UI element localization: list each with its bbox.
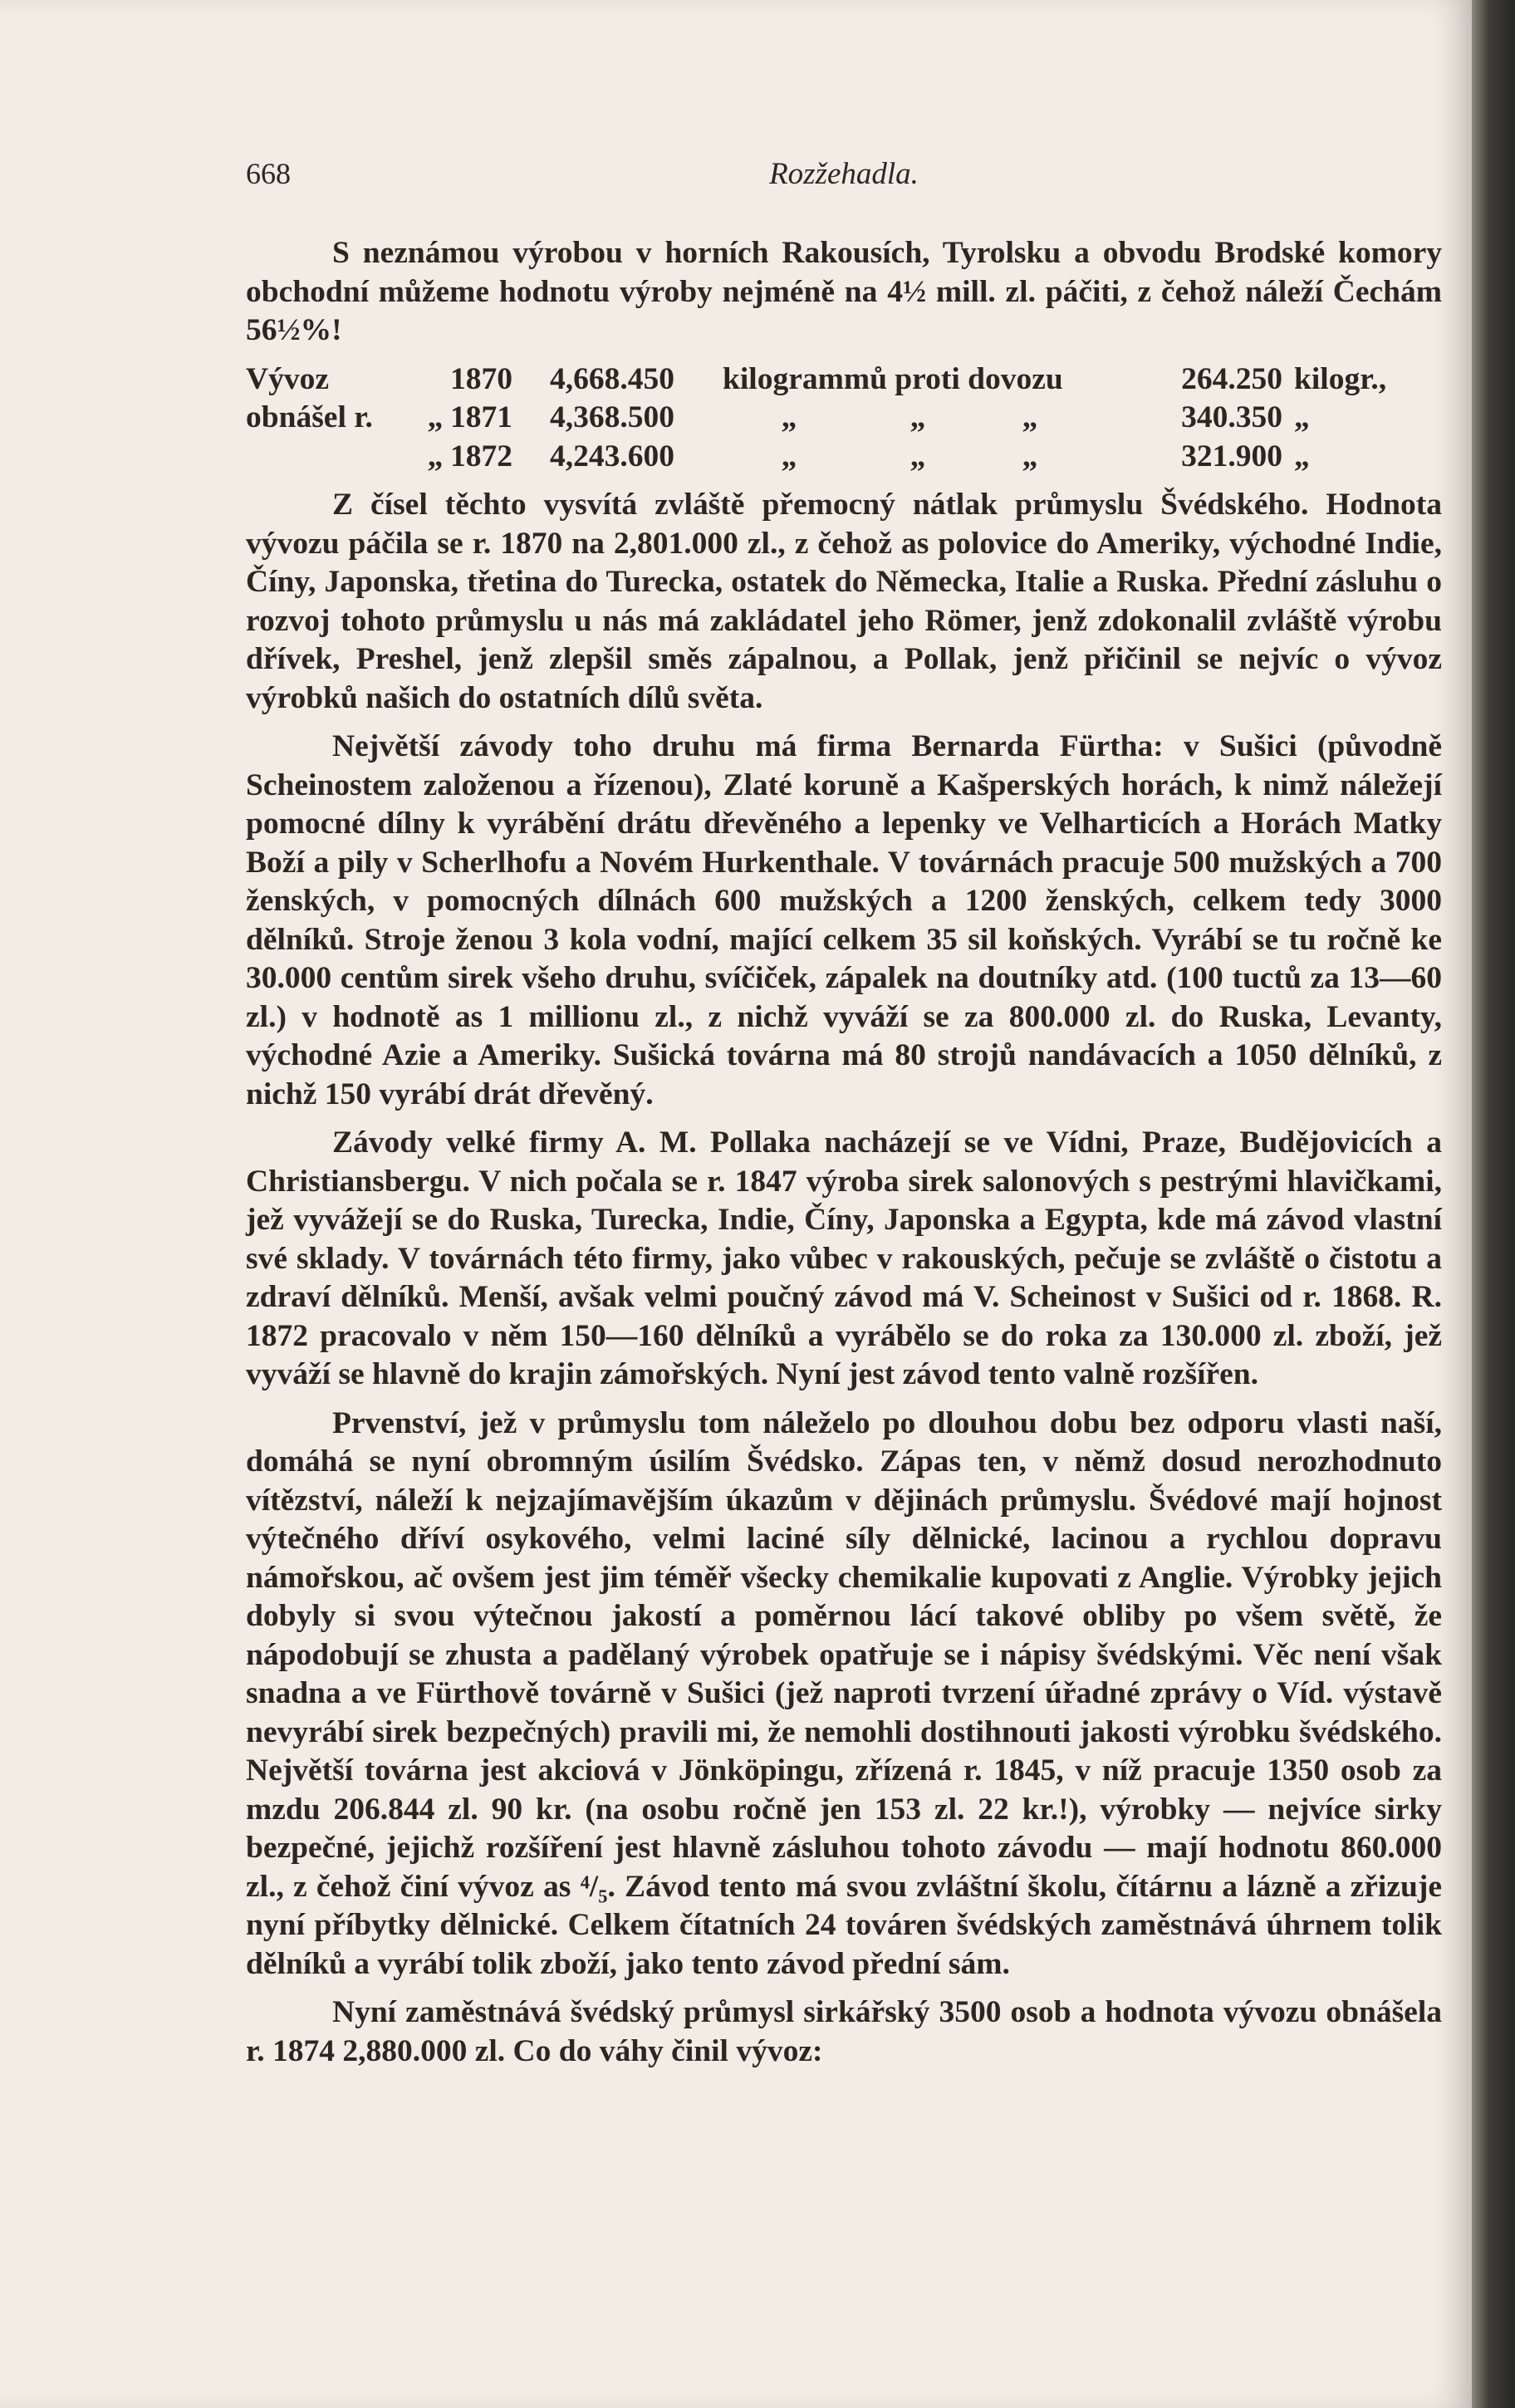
paragraph-4: Závody velké firmy A. M. Pollaka nacházejí se ve Vídni, Praze, Budějovicích a Christiansbergu. V nich počala se r. 1847 výroba sirek salonových s pestrými hlavičkami, jež vyvážejí se do Ruska, Turecka, Indie, Číny, Japonska a Egypta, kde má závod vlastní své sklady. V továrnách této firmy, jako vůbec v rakouských, pečuje se zvláště o čistotu a zdraví dělníků. Menší, avšak velmi poučný závod má V. Scheinost v Sušici od r. 1868. R. 1872 pracovalo v něm 150—160 dělníků a vyrábělo se do roka za 130.000 zl. zboží, jež vyváží se hlavně do krajin zámořských. Nyní jest závod tento valně rozšířen. (246, 1126, 1442, 1391)
year-cell: 1871 (450, 400, 512, 434)
phrase-cell: kilogrammů proti dovozu (723, 361, 1063, 396)
ditto-mark: „ (1022, 439, 1038, 473)
ditto-mark: „ (1022, 400, 1038, 434)
export-cell: 4,243.600 (550, 439, 674, 473)
paragraph-3: Největší závody toho druhu má firma Bernarda Fürtha: v Sušici (původně Scheinostem založenou a řízenou), Zlaté koruně a Kašperských horách, k nimž náležejí pomocné dílny k vyrábění drátu dřevěného a lepenky ve Velharticích a Horách Matky Boží a pily v Scherlhofu a Novém Hurkenthale. V továrnách pracuje 500 mužských a 700 ženských, v pomocných dílnách 600 mužských a 1200 ženských, celkem tedy 3000 dělníků. Stroje ženou 3 kola vodní, mající celkem 35 sil koňských. Vyrábí se tu ročně ke 30.000 centům sirek všeho druhu, svíčiček, zápalek na doutníky atd. (100 tuctů za 13—60 zl.) v hodnotě as 1 millionu zl., z nichž vyváží se za 800.000 zl. do Ruska, Levanty, východné Azie a Ameriky. Sušická továrna má 80 strojů nandávacích a 1050 dělníků, z nichž 150 vyrábí drát dřevěný. (246, 729, 1442, 1111)
paragraph-1: S neznámou výrobou v horních Rakousích, Tyrolsku a obvodu Brodské komory obchodní můžeme hodnotu výroby nejméně na 4½ mill. zl. páčiti, z čehož náleží Čechám 56½%! (246, 236, 1442, 347)
import-cell: 321.900 (1181, 439, 1282, 473)
ditto-mark: „ (781, 400, 797, 434)
ditto-mark: „ (909, 400, 926, 434)
year-cell: 1870 (450, 361, 512, 396)
export-cell: 4,368.500 (550, 400, 674, 434)
table-label: Vývoz obnášel r. (246, 361, 373, 434)
ditto-mark: „ (909, 439, 926, 473)
ditto-mark: „ (1294, 400, 1310, 434)
ditto-mark: „ (427, 400, 444, 434)
paragraph-6: Nyní zaměstnává švédský průmysl sirkářský 3500 osob a hodnota vývozu obnášela r. 1874 2,880.000 zl. Co do váhy činil vývoz: (246, 1995, 1442, 2068)
ditto-mark: „ (781, 439, 797, 473)
page-number: 668 (246, 157, 291, 190)
export-table (246, 360, 1442, 477)
ditto-mark: „ (1294, 439, 1310, 473)
ditto-mark: „ (427, 439, 444, 473)
table-row (246, 438, 1442, 477)
page-body (246, 234, 1442, 2081)
year-cell: 1872 (450, 439, 512, 473)
import-cell: 340.350 (1181, 400, 1282, 434)
unit-cell: kilogr., (1294, 361, 1387, 396)
page-header (246, 156, 1442, 206)
export-cell: 4,668.450 (550, 361, 674, 396)
paragraph-2: Z čísel těchto vysvítá zvláště přemocný nátlak průmyslu Švédského. Hodnota vývozu páčila se r. 1870 na 2,801.000 zl., z čehož as polovice do Ameriky, východné Indie, Číny, Japonska, třetina do Turecka, ostatek do Německa, Italie a Ruska. Přední zásluhu o rozvoj tohoto průmyslu u nás má zakládatel jeho Römer, jenž zdokonalil zvláště výrobu dřívek, Preshel, jenž zlepšil směs zápalnou, a Pollak, jenž přičinil se nejvíc o vývoz výrobků našich do ostatních dílů světa. (246, 488, 1442, 715)
paragraph-5: Prvenství, jež v průmyslu tom náleželo po dlouhou dobu bez odporu vlasti naší, domáhá se nyní obromným úsilím Švédsko. Zápas ten, v němž dosud nerozhodnuto vítězství, náleží k nejzajímavějším úkazům v dějinách průmyslu. Švédové mají hojnost výtečného dříví osykového, velmi laciné síly dělnické, lacinou a rychlou dopravu námořskou, ač ovšem jest jim téměř všecky chemikalie kupovati z Anglie. Výrobky jejich dobyly si svou výtečnou jakostí a poměrnou lácí takové obliby po všem světě, že nápodobují se zhusta a padělaný výrobek opatřuje se i nápisy švédskými. Věc není však snadna a ve Fürthově továrně v Sušici (jež naproti tvrzení úřadné zprávy o Víd. výstavě nevyrábí sirek bezpečných) pravili mi, že nemohli dostihnouti jakosti výrobku švédského. Největší továrna jest akciová v Jönköpingu, zřízená r. 1845, v níž pracuje 1350 osob za mzdu 206.844 zl. 90 kr. (na osobu ročně jen 153 zl. 22 kr.!), výrobky — nejvíce sirky bezpečné, jejichž rozšíření jest hlavně zásluhou tohoto závodu — mají hodnotu 860.000 zl., z čehož činí vývoz as ⁴/₅. Závod tento má svou zvláštní školu, čítárnu a lázně a zřizuje nyní příbytky dělnické. Celkem čítatních 24 továren švédských zaměstnává úhrnem tolik dělníků a vyrábí tolik zboží, jako tento závod přední sám. (246, 1405, 1442, 1981)
running-title: Rozžehadla. (769, 157, 919, 191)
table-row (246, 399, 1442, 438)
import-cell: 264.250 (1181, 361, 1282, 396)
book-spine-shadow (1472, 0, 1515, 2408)
